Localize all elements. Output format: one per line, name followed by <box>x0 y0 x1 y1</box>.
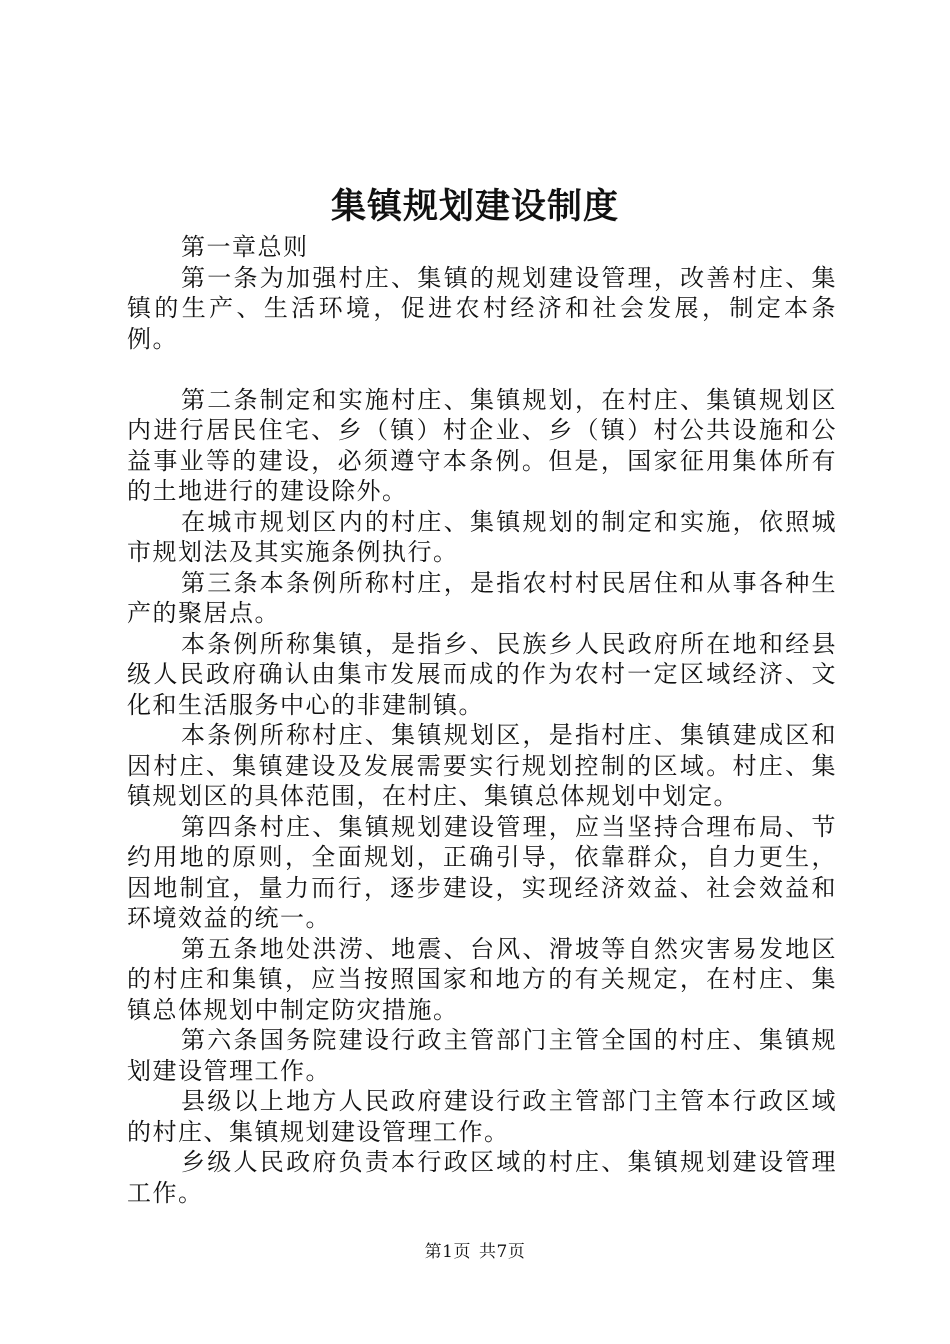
paragraph: 第一条为加强村庄、集镇的规划建设管理，改善村庄、集镇的生产、生活环境，促进农村经济和社会发展，制定本条例。 <box>127 263 837 353</box>
paragraph: 本条例所称集镇，是指乡、民族乡人民政府所在地和经县级人民政府确认由集市发展而成的作为农村一定区域经济、文化和生活服务中心的非建制镇。 <box>127 629 837 719</box>
paragraph: 乡级人民政府负责本行政区域的村庄、集镇规划建设管理工作。 <box>127 1148 837 1207</box>
paragraph: 在城市规划区内的村庄、集镇规划的制定和实施，依照城市规划法及其实施条例执行。 <box>127 507 837 566</box>
paragraph: 第二条制定和实施村庄、集镇规划，在村庄、集镇规划区内进行居民住宅、乡（镇）村企业、乡（镇）村公共设施和公益事业等的建设，必须遵守本条例。但是，国家征用集体所有的土地进行的建设除外。 <box>127 385 837 505</box>
document-body <box>127 232 837 1208</box>
page-number: 第1页 <box>424 1242 471 1262</box>
chapter-heading: 第一章总则 <box>181 233 309 261</box>
document-title: 集镇规划建设制度 <box>330 186 619 227</box>
paragraph: 第三条本条例所称村庄，是指农村村民居住和从事各种生产的聚居点。 <box>127 568 837 627</box>
page-total: 共7页 <box>479 1242 526 1262</box>
paragraph: 县级以上地方人民政府建设行政主管部门主管本行政区域的村庄、集镇规划建设管理工作。 <box>127 1087 837 1146</box>
paragraph: 第四条村庄、集镇规划建设管理，应当坚持合理布局、节约用地的原则，全面规划，正确引导，依靠群众，自力更生，因地制宜，量力而行，逐步建设，实现经济效益、社会效益和环境效益的统一。 <box>127 812 837 932</box>
page-footer <box>0 1240 950 1264</box>
paragraph: 第五条地处洪涝、地震、台风、滑坡等自然灾害易发地区的村庄和集镇，应当按照国家和地方的有关规定，在村庄、集镇总体规划中制定防灾措施。 <box>127 934 837 1024</box>
paragraph: 第六条国务院建设行政主管部门主管全国的村庄、集镇规划建设管理工作。 <box>127 1026 837 1085</box>
paragraph: 本条例所称村庄、集镇规划区，是指村庄、集镇建成区和因村庄、集镇建设及发展需要实行规划控制的区域。村庄、集镇规划区的具体范围，在村庄、集镇总体规划中划定。 <box>127 721 837 810</box>
